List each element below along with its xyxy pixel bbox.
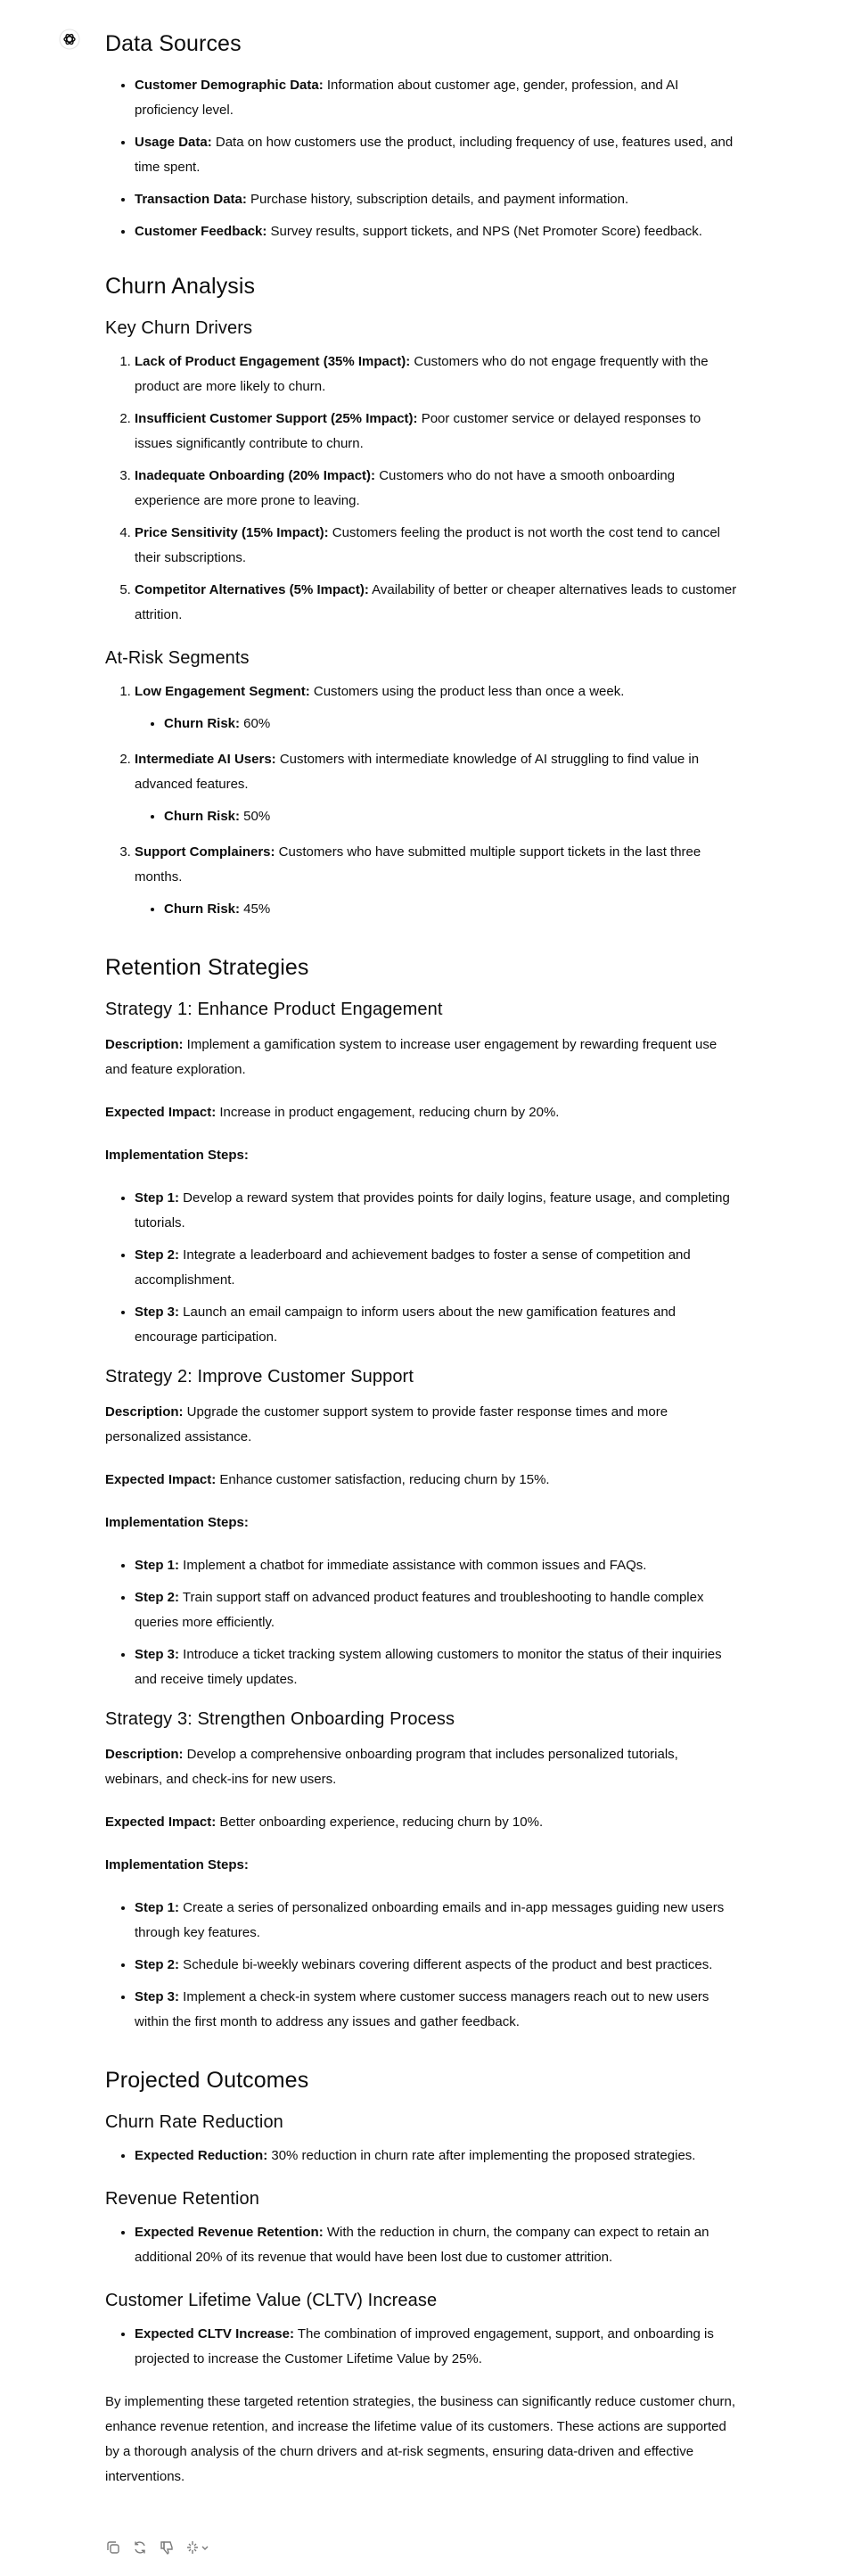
list-item: • Step 3: Introduce a ticket tracking system allowing customers to monitor the status of their inquiries and receive timely updates. bbox=[135, 1642, 738, 1692]
section-heading-projected-outcomes: Projected Outcomes bbox=[105, 2068, 309, 2093]
implementation-steps-label: Implementation Steps: bbox=[105, 1857, 249, 1872]
strategy-impact: Expected Impact: Increase in product engagement, reducing churn by 20%. bbox=[105, 1105, 560, 1120]
list-item: 2. Intermediate AI Users: Customers with intermediate knowledge of AI struggling to find value in advanced features. • Churn Risk: 50% bbox=[135, 747, 738, 829]
copy-icon[interactable] bbox=[105, 2539, 121, 2555]
strategy-description: Description: Develop a comprehensive onboarding program that includes personalized tutorials, webinars, and check-ins for new users. bbox=[105, 1747, 678, 1787]
conclusion-paragraph: By implementing these targeted retention strategies, the business can significantly reduce customer churn, enhance revenue retention, and increase the lifetime value of its customers. These actions are supported by a thorough analysis of the churn drivers and at-risk segments, ensuring data-driven and effective interventions. bbox=[105, 2394, 736, 2484]
list-item: • Customer Feedback: Survey results, support tickets, and NPS (Net Promoter Score) feedback. bbox=[135, 219, 738, 244]
strategy-description: Description: Implement a gamification system to increase user engagement by rewarding frequent use and feature exploration. bbox=[105, 1037, 718, 1077]
list-item: • Step 1: Develop a reward system that provides points for daily logins, feature usage, and completing tutorials. bbox=[135, 1186, 738, 1236]
list-item: • Step 1: Implement a chatbot for immediate assistance with common issues and FAQs. bbox=[135, 1553, 738, 1578]
subheading-cltv-increase: Customer Lifetime Value (CLTV) Increase bbox=[105, 2291, 438, 2310]
section-heading-data-sources: Data Sources bbox=[105, 31, 242, 56]
at-risk-segments-list bbox=[105, 679, 738, 922]
implementation-steps-label: Implementation Steps: bbox=[105, 1148, 249, 1163]
list-item: • Expected Revenue Retention: With the reduction in churn, the company can expect to retain an additional 20% of its revenue that would have been lost due to customer attrition. bbox=[135, 2220, 738, 2270]
subheading-at-risk-segments: At-Risk Segments bbox=[105, 648, 250, 668]
subheading-churn-rate-reduction: Churn Rate Reduction bbox=[105, 2112, 283, 2132]
message-actions bbox=[105, 2539, 210, 2555]
sparkle-model-icon[interactable] bbox=[185, 2539, 210, 2555]
list-item: 1. Lack of Product Engagement (35% Impact): Customers who do not engage frequently with the product are more likely to churn. bbox=[135, 350, 738, 399]
strategy-impact: Expected Impact: Enhance customer satisfaction, reducing churn by 15%. bbox=[105, 1472, 550, 1487]
list-item: • Step 2: Train support staff on advanced product features and troubleshooting to handle complex queries more efficiently. bbox=[135, 1585, 738, 1635]
data-sources-list bbox=[105, 73, 738, 244]
list-item: 4. Price Sensitivity (15% Impact): Customers feeling the product is not worth the cost tend to cancel their subscriptions. bbox=[135, 521, 738, 571]
strategy-heading: Strategy 1: Enhance Product Engagement bbox=[105, 1000, 443, 1019]
list-item: • Expected CLTV Increase: The combination of improved engagement, support, and onboarding is projected to increase the Customer Lifetime Value by 25%. bbox=[135, 2322, 738, 2372]
section-heading-churn-analysis: Churn Analysis bbox=[105, 274, 256, 299]
revenue-retention-list bbox=[105, 2220, 738, 2270]
list-item: 2. Insufficient Customer Support (25% Impact): Poor customer service or delayed responses to issues significantly contribute to churn. bbox=[135, 407, 738, 457]
list-item: • Step 2: Integrate a leaderboard and achievement badges to foster a sense of competition and accomplishment. bbox=[135, 1243, 738, 1293]
churn-reduction-list bbox=[105, 2144, 738, 2169]
list-item: • Step 1: Create a series of personalized onboarding emails and in-app messages guiding new users through key features. bbox=[135, 1896, 738, 1946]
list-item: 1. Low Engagement Segment: Customers using the product less than once a week. • Churn Risk: 60% bbox=[135, 679, 738, 737]
strategy-heading: Strategy 3: Strengthen Onboarding Process bbox=[105, 1709, 455, 1729]
churn-risk-item: • Churn Risk: 45% bbox=[164, 897, 738, 922]
cltv-list bbox=[105, 2322, 738, 2372]
list-item: • Usage Data: Data on how customers use the product, including frequency of use, features used, and time spent. bbox=[135, 130, 738, 180]
list-item: 5. Competitor Alternatives (5% Impact): Availability of better or cheaper alternatives leads to customer attrition. bbox=[135, 578, 738, 628]
subheading-key-churn-drivers: Key Churn Drivers bbox=[105, 318, 253, 338]
regenerate-icon[interactable] bbox=[132, 2539, 148, 2555]
list-item: • Expected Reduction: 30% reduction in churn rate after implementing the proposed strategies. bbox=[135, 2144, 738, 2169]
churn-risk-item: • Churn Risk: 60% bbox=[164, 712, 738, 737]
list-item: • Step 3: Implement a check-in system where customer success managers reach out to new users within the first month to address any issues and gather feedback. bbox=[135, 1985, 738, 2035]
list-item: • Step 2: Schedule bi-weekly webinars covering different aspects of the product and best practices. bbox=[135, 1953, 738, 1978]
assistant-message bbox=[105, 23, 738, 2490]
steps-list bbox=[105, 1186, 738, 1350]
strategy-heading: Strategy 2: Improve Customer Support bbox=[105, 1367, 414, 1387]
steps-list bbox=[105, 1896, 738, 2035]
list-item: 3. Support Complainers: Customers who have submitted multiple support tickets in the last three months. • Churn Risk: 45% bbox=[135, 840, 738, 922]
churn-drivers-list bbox=[105, 350, 738, 628]
implementation-steps-label: Implementation Steps: bbox=[105, 1515, 249, 1530]
thumbs-down-icon[interactable] bbox=[159, 2539, 175, 2555]
subheading-revenue-retention: Revenue Retention bbox=[105, 2189, 259, 2209]
churn-risk-item: • Churn Risk: 50% bbox=[164, 804, 738, 829]
strategy-impact: Expected Impact: Better onboarding experience, reducing churn by 10%. bbox=[105, 1815, 544, 1830]
list-item: • Customer Demographic Data: Information about customer age, gender, profession, and AI proficiency level. bbox=[135, 73, 738, 123]
strategy-description: Description: Upgrade the customer support system to provide faster response times and more personalized assistance. bbox=[105, 1404, 668, 1444]
steps-list bbox=[105, 1553, 738, 1692]
assistant-avatar-icon bbox=[59, 29, 80, 50]
list-item: • Transaction Data: Purchase history, subscription details, and payment information. bbox=[135, 187, 738, 212]
list-item: • Step 3: Launch an email campaign to inform users about the new gamification features and encourage participation. bbox=[135, 1300, 738, 1350]
list-item: 3. Inadequate Onboarding (20% Impact): Customers who do not have a smooth onboarding experience are more prone to leaving. bbox=[135, 464, 738, 514]
section-heading-retention-strategies: Retention Strategies bbox=[105, 955, 309, 980]
